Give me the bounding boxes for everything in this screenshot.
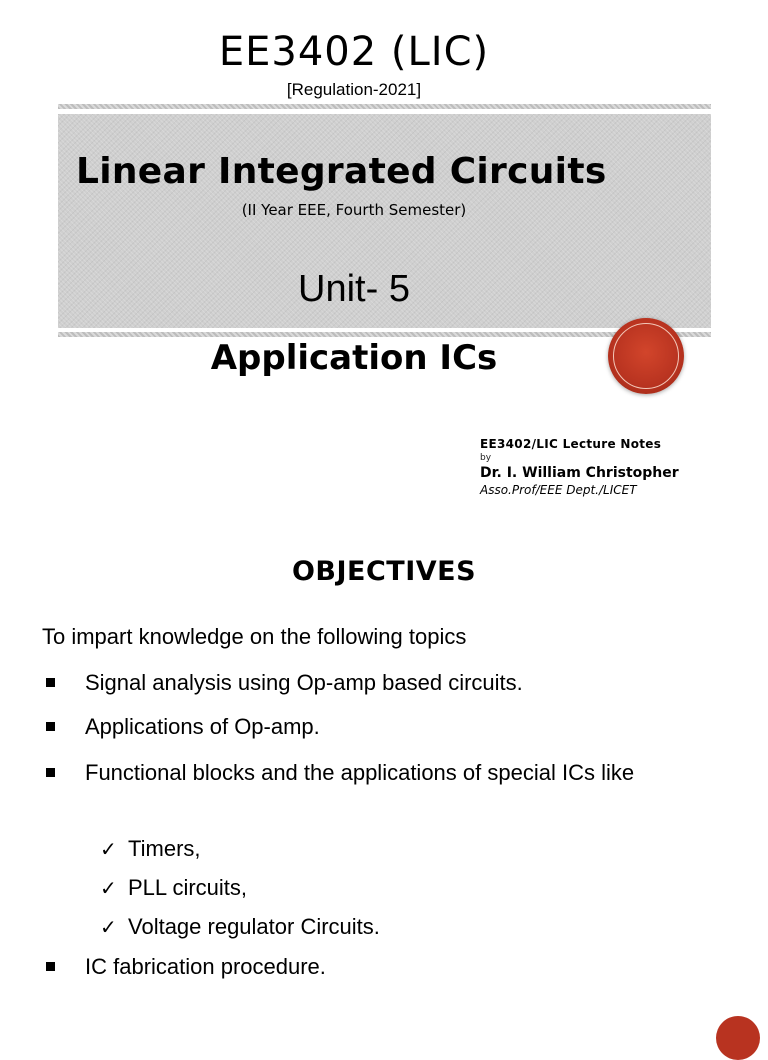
author-name: Dr. I. William Christopher [480, 465, 679, 481]
bullet-text: IC fabrication procedure. [85, 954, 326, 979]
square-bullet-icon [46, 678, 55, 687]
lecture-notes-label: EE3402/LIC Lecture Notes [480, 437, 662, 451]
bullet-text: Functional blocks and the applications of special ICs like [85, 760, 635, 785]
regulation: [Regulation-2021] [286, 80, 422, 99]
list-item [42, 711, 704, 743]
bullet-text: Signal analysis using Op-amp based circuits. [85, 670, 523, 695]
lecture-credits [480, 436, 730, 498]
objectives-title: OBJECTIVES [291, 556, 477, 587]
square-bullet-icon [46, 722, 55, 731]
subject-title: Linear Integrated Circuits [76, 151, 607, 192]
red-circle-badge-icon [608, 318, 684, 394]
semester-info: (II Year EEE, Fourth Semester) [241, 201, 467, 219]
corner-decoration-icon [716, 1016, 760, 1060]
sub-item-text: Voltage regulator Circuits. [128, 914, 380, 939]
bullet-text: Applications of Op-amp. [85, 714, 320, 739]
sub-list-item [100, 834, 201, 864]
objectives-intro: To impart knowledge on the following topics [42, 624, 467, 649]
list-item [42, 667, 704, 699]
checkmark-icon: ✓ [100, 876, 117, 900]
sub-item-text: PLL circuits, [128, 875, 248, 900]
sub-list-item [100, 912, 380, 942]
by-label: by [480, 453, 492, 463]
course-code: EE3402 (LIC) [218, 29, 490, 75]
banner-top-divider [58, 104, 711, 109]
checkmark-icon: ✓ [100, 837, 117, 861]
checkmark-icon: ✓ [100, 915, 117, 939]
list-item [42, 757, 704, 789]
unit-topic: Application ICs [210, 338, 498, 378]
sub-list-item [100, 873, 247, 903]
square-bullet-icon [46, 768, 55, 777]
unit-number: Unit- 5 [298, 268, 410, 310]
author-designation: Asso.Prof/EEE Dept./LICET [480, 483, 637, 497]
sub-item-text: Timers, [128, 836, 201, 861]
list-item [42, 951, 704, 983]
square-bullet-icon [46, 962, 55, 971]
